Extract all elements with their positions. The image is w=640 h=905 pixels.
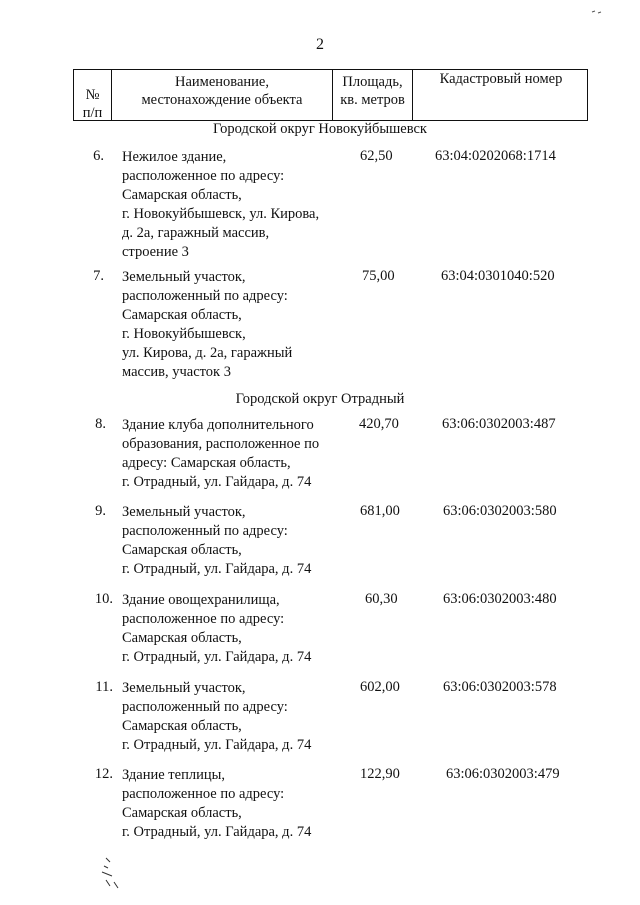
description-line: Самарская область, bbox=[122, 187, 242, 203]
description-line: Самарская область, bbox=[122, 542, 242, 558]
row-area: 681,00 bbox=[360, 503, 400, 519]
corner-mark-icon bbox=[590, 8, 604, 16]
row-area: 62,50 bbox=[360, 148, 393, 164]
header-cadastral-column bbox=[413, 70, 589, 120]
header-number-column bbox=[74, 70, 112, 120]
description-line: Земельный участок, bbox=[122, 269, 246, 285]
row-number: 8. bbox=[95, 416, 106, 432]
row-area: 122,90 bbox=[360, 766, 400, 782]
table-header bbox=[73, 69, 588, 121]
description-line: г. Отрадный, ул. Гайдара, д. 74 bbox=[122, 824, 312, 840]
row-number: 11. bbox=[95, 679, 113, 695]
description-line: расположенный по адресу: bbox=[122, 699, 288, 715]
header-area-line: Площадь, bbox=[342, 74, 403, 90]
header-area-line: кв. метров bbox=[340, 92, 405, 108]
description-line: адресу: Самарская область, bbox=[122, 455, 291, 471]
description-line: Здание овощехранилища, bbox=[122, 592, 280, 608]
description-line: Самарская область, bbox=[122, 630, 242, 646]
row-cadastral-number: 63:06:0302003:578 bbox=[443, 679, 557, 695]
description-line: строение 3 bbox=[122, 244, 189, 260]
row-number: 10. bbox=[94, 591, 113, 607]
row-object-description bbox=[122, 503, 357, 579]
row-number: 6. bbox=[93, 148, 104, 164]
row-area: 60,30 bbox=[365, 591, 398, 607]
row-object-description bbox=[122, 148, 357, 262]
scan-mark-icon bbox=[96, 856, 136, 890]
row-number: 12. bbox=[94, 766, 113, 782]
header-name-line: Наименование, bbox=[175, 74, 269, 90]
row-number: 9. bbox=[95, 503, 106, 519]
row-cadastral-number: 63:06:0302003:480 bbox=[443, 591, 557, 607]
row-area: 75,00 bbox=[362, 268, 395, 284]
description-line: Нежилое здание, bbox=[122, 149, 227, 165]
description-line: ул. Кирова, д. 2а, гаражный bbox=[122, 345, 293, 361]
row-cadastral-number: 63:06:0302003:580 bbox=[443, 503, 557, 519]
row-cadastral-number: 63:06:0302003:487 bbox=[442, 416, 556, 432]
row-cadastral-number: 63:06:0302003:479 bbox=[446, 766, 560, 782]
row-object-description bbox=[122, 268, 357, 382]
section-title: Городской округ Новокуйбышевск bbox=[213, 121, 427, 137]
header-cadastral-line: Кадастровый номер bbox=[439, 71, 563, 87]
row-object-description bbox=[122, 679, 357, 755]
description-line: Здание теплицы, bbox=[122, 767, 225, 783]
description-line: Здание клуба дополнительного bbox=[122, 417, 314, 433]
description-line: Самарская область, bbox=[122, 805, 242, 821]
description-line: Самарская область, bbox=[122, 307, 242, 323]
row-cadastral-number: 63:04:0202068:1714 bbox=[435, 148, 556, 164]
description-line: г. Отрадный, ул. Гайдара, д. 74 bbox=[122, 561, 312, 577]
row-object-description bbox=[122, 416, 357, 492]
row-object-description bbox=[122, 591, 357, 667]
description-line: Самарская область, bbox=[122, 718, 242, 734]
description-line: расположенное по адресу: bbox=[122, 168, 285, 184]
row-object-description bbox=[122, 766, 357, 842]
description-line: образования, расположенное по bbox=[122, 436, 320, 452]
page-number: 2 bbox=[316, 36, 324, 53]
description-line: расположенное по адресу: bbox=[122, 786, 285, 802]
description-line: г. Отрадный, ул. Гайдара, д. 74 bbox=[122, 737, 312, 753]
description-line: д. 2а, гаражный массив, bbox=[122, 225, 270, 241]
header-name-line: местонахождение объекта bbox=[141, 92, 303, 108]
description-line: г. Отрадный, ул. Гайдара, д. 74 bbox=[122, 474, 312, 490]
description-line: расположенный по адресу: bbox=[122, 288, 288, 304]
description-line: г. Новокуйбышевск, bbox=[122, 326, 246, 342]
description-line: расположенное по адресу: bbox=[122, 611, 285, 627]
row-cadastral-number: 63:04:0301040:520 bbox=[441, 268, 555, 284]
description-line: массив, участок 3 bbox=[122, 364, 231, 380]
header-name-column bbox=[112, 70, 333, 120]
row-area: 602,00 bbox=[360, 679, 400, 695]
header-number-line: п/п bbox=[82, 105, 103, 121]
description-line: г. Новокуйбышевск, ул. Кирова, bbox=[122, 206, 320, 222]
header-area-column bbox=[333, 70, 413, 120]
row-number: 7. bbox=[93, 268, 104, 284]
description-line: Земельный участок, bbox=[122, 504, 246, 520]
header-number-line: № bbox=[85, 87, 100, 103]
description-line: г. Отрадный, ул. Гайдара, д. 74 bbox=[122, 649, 312, 665]
description-line: Земельный участок, bbox=[122, 680, 246, 696]
row-area: 420,70 bbox=[359, 416, 399, 432]
description-line: расположенный по адресу: bbox=[122, 523, 288, 539]
section-title: Городской округ Отрадный bbox=[235, 391, 405, 407]
